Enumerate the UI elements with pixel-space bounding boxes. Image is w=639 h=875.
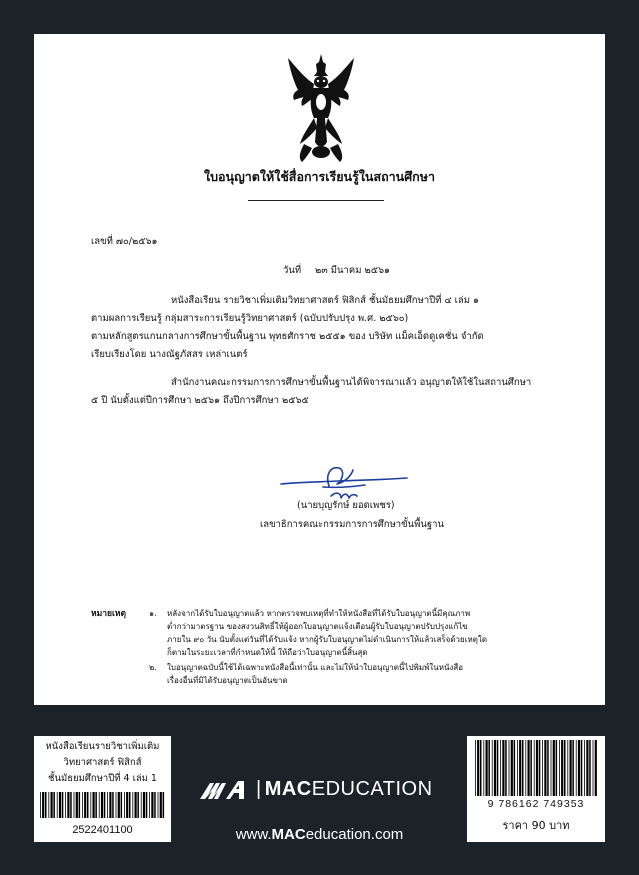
isbn-barcode-icon: [475, 740, 597, 796]
book-label-line: ชั้นมัธยมศึกษาปีที่ 4 เล่ม 1: [48, 773, 157, 784]
website-bold: MAC: [271, 826, 306, 843]
paragraph-1-line: หนังสือเรียน รายวิชาเพิ่มเติมวิทยาศาสตร์ ฟิสิกส์ ชั้นมัธยมศึกษาปีที่ ๔ เล่ม ๑: [171, 295, 480, 306]
notes-label: หมายเหตุ: [91, 609, 126, 619]
price: ราคา 90 บาท: [502, 819, 570, 832]
website-prefix: www.: [235, 826, 272, 843]
product-barcode-icon: [40, 792, 165, 818]
title-underline: [248, 200, 384, 201]
date-value: ๒๓ มีนาคม ๒๕๖๑: [315, 265, 391, 276]
book-label-line: หนังสือเรียนรายวิชาเพิ่มเติม: [45, 741, 160, 752]
note-number: ๒.: [149, 663, 157, 672]
product-code: 2522401100: [72, 824, 133, 836]
paragraph-1-line: ตามผลการเรียนรู้ กลุ่มสาระการเรียนรู้วิทยาศาสตร์ (ฉบับปรับปรุง พ.ศ. ๒๕๖๐): [91, 313, 409, 324]
paragraph-1-line: ตามหลักสูตรแกนกลางการศึกษาขั้นพื้นฐาน พุทธศักราช ๒๕๕๑ ของ บริษัท แม็คเอ็ดดูเคชั่น จำกัด: [91, 331, 484, 342]
date-label: วันที่: [283, 265, 302, 276]
paragraph-2-line: ๕ ปี นับตั้งแต่ปีการศึกษา ๒๕๖๑ ถึงปีการศึกษา ๒๕๖๕: [91, 395, 309, 406]
isbn-barcode-box: [467, 736, 605, 842]
paragraph-2-line: สำนักงานคณะกรรมการการศึกษาขั้นพื้นฐานได้พิจารณาแล้ว อนุญาตให้ใช้ในสถานศึกษา: [171, 377, 532, 388]
license-number: เลขที่ ๗๐/๒๕๖๑: [91, 236, 158, 247]
paragraph-1-line: เรียบเรียงโดย นางณัฐภัสสร เหล่าเนตร์: [91, 349, 248, 360]
brand-name-rest: EDUCATION: [311, 778, 433, 800]
book-label-line: วิทยาศาสตร์ ฟิสิกส์: [63, 757, 142, 768]
garuda-emblem-icon: [284, 52, 358, 164]
license-title: ใบอนุญาตให้ใช้สื่อการเรียนรู้ในสถานศึกษา: [204, 169, 435, 184]
note-number: ๑.: [149, 609, 157, 618]
website-rest: education.com: [305, 826, 404, 843]
brand-name-bold: MAC: [264, 778, 312, 800]
note-line: ต่ำกว่ามาตรฐาน ของสงวนสิทธิ์ให้ผู้ออกใบอนุญาตแจ้งเตือนผู้รับใบอนุญาตปรับปรุงแก้ไข: [167, 622, 468, 631]
isbn-number: 9 786162 749353: [487, 798, 585, 810]
signer-name: (นายบุญรักษ์ ยอดเพชร): [297, 500, 395, 511]
note-line: เรื่องอื่นที่มิได้รับอนุญาตเป็นอันขาด: [167, 676, 288, 685]
note-line: ใบอนุญาตฉบับนี้ใช้ได้เฉพาะหนังสือนี้เท่านั้น และไม่ให้นำใบอนุญาตนี้ไปพิมพ์ในหนังสือ: [167, 663, 464, 672]
license-sheet: [34, 34, 605, 705]
note-line: หลังจากได้รับใบอนุญาตแล้ว หากตรวจพบเหตุที่ทำให้หนังสือที่ได้รับใบอนุญาตนี้มีคุณภาพ: [167, 609, 471, 618]
note-line: ก็ตามในระยะเวลาที่กำหนดให้นี้ ให้ถือว่าใบอนุญาตนี้สิ้นสุด: [167, 648, 368, 657]
note-line: ภายใน ๙๐ วัน นับตั้งแต่วันที่ได้รับแจ้ง หากผู้รับใบอนุญาตไม่ดำเนินการให้แล้วเสร็จด้วยเหตุใด: [167, 635, 488, 644]
brand-name: | MACEDUCATION: [256, 778, 433, 800]
signer-title: เลขาธิการคณะกรรมการการศึกษาขั้นพื้นฐาน: [260, 519, 444, 530]
